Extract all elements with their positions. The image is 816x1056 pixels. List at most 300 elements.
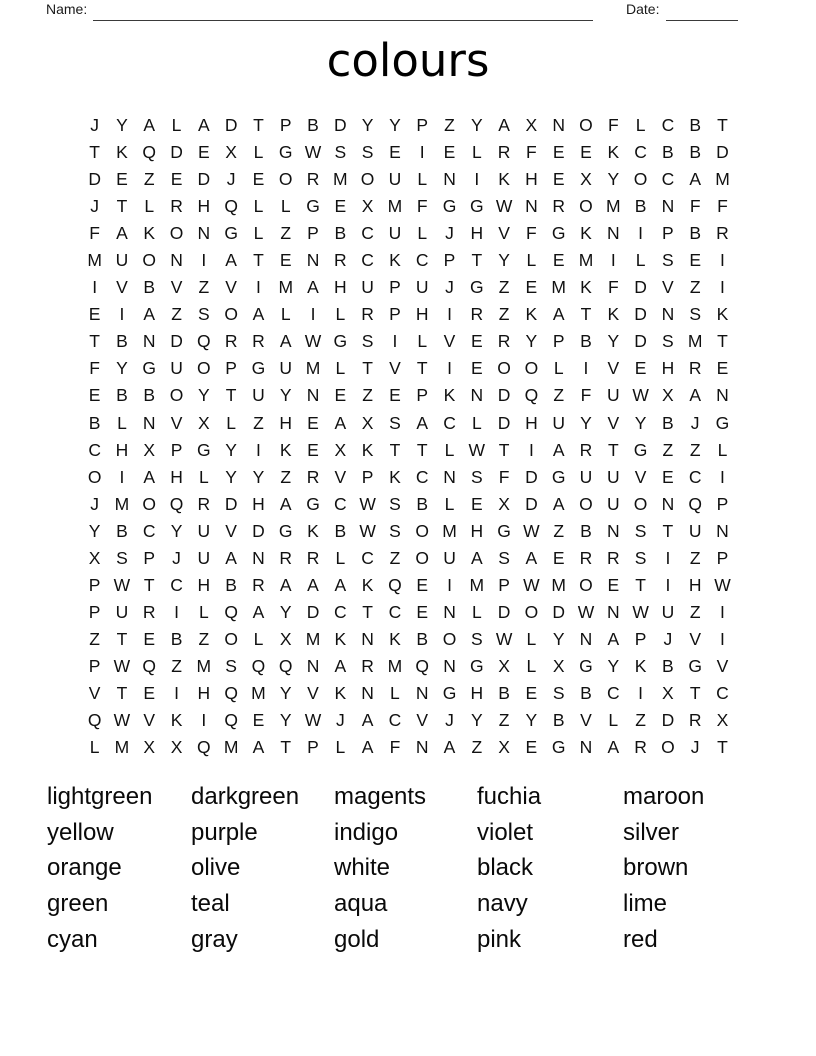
grid-row-5 [81, 220, 736, 247]
grid-cell-r10-c14: I [447, 358, 452, 379]
grid-row-7 [81, 274, 736, 301]
grid-cell-r1-c17: X [525, 115, 538, 136]
grid-cell-r16-c1: Y [88, 520, 101, 541]
word-bank-item-violet: violet [477, 818, 534, 846]
grid-cell-r15-c4: Q [169, 493, 184, 514]
grid-cell-r22-c23: T [689, 683, 701, 703]
grid-cell-r23-c8: Y [279, 710, 292, 731]
grid-cell-r24-c23: J [690, 737, 700, 758]
grid-cell-r20-c21: P [634, 628, 647, 649]
grid-cell-r13-c2: H [115, 439, 129, 460]
grid-cell-r20-c7: L [253, 628, 264, 649]
grid-cell-r9-c13: L [417, 331, 428, 352]
grid-cell-r17-c8: R [279, 547, 293, 568]
grid-cell-r23-c6: Q [224, 710, 238, 731]
grid-cell-r5-c1: F [89, 223, 100, 244]
grid-cell-r9-c6: R [224, 331, 238, 352]
grid-cell-r2-c9: W [304, 142, 322, 163]
grid-cell-r2-c11: S [361, 142, 374, 163]
grid-cell-r2-c20: K [607, 142, 620, 163]
grid-cell-r4-c15: G [469, 196, 484, 217]
grid-cell-r14-c18: G [551, 466, 566, 487]
grid-cell-r18-c20: E [607, 574, 620, 595]
grid-cell-r17-c4: J [172, 547, 181, 568]
grid-cell-r16-c8: G [278, 520, 293, 541]
grid-cell-r1-c4: L [171, 115, 182, 136]
grid-cell-r21-c18: X [552, 655, 565, 676]
grid-cell-r12-c2: L [117, 412, 127, 433]
grid-cell-r13-c18: A [552, 439, 565, 460]
grid-cell-r6-c12: K [389, 250, 401, 271]
grid-cell-r7-c9: A [307, 277, 319, 298]
grid-cell-r2-c6: X [225, 142, 237, 163]
grid-cell-r5-c3: K [143, 223, 156, 244]
grid-cell-r6-c13: C [415, 250, 429, 271]
grid-cell-r12-c17: H [525, 412, 538, 433]
grid-cell-r3-c2: E [116, 169, 128, 190]
grid-cell-r22-c9: V [307, 683, 319, 703]
grid-cell-r4-c8: L [280, 196, 291, 217]
grid-cell-r6-c10: R [334, 250, 347, 271]
grid-cell-r18-c4: C [170, 574, 183, 595]
grid-cell-r20-c13: B [416, 628, 429, 649]
grid-cell-r10-c13: T [416, 358, 428, 379]
grid-cell-r24-c4: X [170, 737, 183, 758]
grid-cell-r16-c4: Y [170, 520, 183, 541]
grid-cell-r22-c11: N [361, 683, 374, 703]
grid-cell-r8-c10: L [335, 304, 346, 325]
grid-cell-r4-c12: M [387, 196, 403, 217]
grid-cell-r23-c15: Y [470, 710, 483, 731]
grid-cell-r12-c15: L [471, 412, 482, 433]
grid-cell-r17-c20: R [606, 547, 620, 568]
grid-cell-r3-c22: C [661, 169, 675, 190]
grid-row-17 [81, 545, 736, 572]
word-bank-item-magents: magents [334, 782, 427, 810]
grid-cell-r6-c17: L [526, 250, 537, 271]
grid-cell-r2-c13: I [419, 142, 425, 163]
grid-cell-r16-c6: V [225, 520, 237, 541]
grid-cell-r8-c15: R [470, 304, 484, 325]
grid-cell-r16-c18: Z [553, 520, 565, 541]
grid-cell-r15-c24: P [716, 493, 729, 514]
grid-cell-r15-c15: E [470, 493, 483, 514]
grid-cell-r4-c17: N [525, 196, 538, 217]
grid-cell-r7-c5: Z [198, 277, 210, 298]
grid-cell-r6-c23: E [689, 250, 702, 271]
grid-cell-r9-c19: B [580, 331, 592, 352]
grid-row-18 [81, 572, 736, 599]
grid-cell-r9-c9: W [304, 331, 322, 352]
grid-cell-r2-c7: L [253, 142, 264, 163]
grid-cell-r9-c2: B [116, 331, 128, 352]
grid-cell-r15-c1: J [90, 493, 100, 514]
word-bank-item-lightgreen: lightgreen [47, 782, 153, 810]
grid-cell-r12-c9: E [307, 412, 319, 433]
grid-cell-r24-c9: P [307, 737, 319, 758]
grid-row-12 [81, 410, 736, 437]
grid-cell-r14-c17: D [525, 466, 538, 487]
grid-cell-r21-c13: Q [415, 655, 430, 676]
grid-cell-r6-c14: P [443, 250, 456, 271]
grid-cell-r11-c1: E [88, 385, 101, 406]
grid-cell-r21-c24: V [716, 655, 729, 676]
word-bank-item-pink: pink [477, 925, 522, 953]
grid-cell-r16-c13: O [415, 520, 430, 541]
grid-cell-r3-c9: R [306, 169, 320, 190]
grid-cell-r14-c22: E [662, 466, 674, 487]
grid-cell-r12-c12: S [389, 412, 401, 433]
grid-cell-r17-c24: P [716, 547, 729, 568]
grid-cell-r1-c8: P [279, 115, 292, 136]
grid-cell-r7-c24: I [720, 277, 725, 298]
grid-cell-r5-c15: H [470, 223, 484, 244]
grid-cell-r7-c6: V [225, 277, 237, 298]
word-bank-item-purple: purple [191, 818, 258, 846]
grid-cell-r24-c12: F [389, 737, 401, 758]
grid-row-11 [81, 382, 736, 409]
grid-cell-r7-c3: B [143, 277, 156, 298]
grid-cell-r20-c12: K [389, 628, 401, 649]
grid-cell-r5-c4: O [169, 223, 184, 244]
grid-cell-r21-c5: M [196, 655, 212, 676]
grid-cell-r9-c24: T [717, 331, 728, 352]
word-search-grid [81, 112, 736, 761]
grid-cell-r4-c10: E [334, 196, 347, 217]
grid-cell-r2-c5: E [197, 142, 210, 163]
grid-cell-r3-c6: J [226, 169, 236, 190]
grid-cell-r20-c3: E [143, 628, 156, 649]
grid-cell-r3-c7: E [252, 169, 265, 190]
grid-cell-r11-c21: W [632, 385, 649, 406]
grid-cell-r17-c2: S [116, 547, 128, 568]
grid-cell-r1-c7: T [253, 115, 264, 136]
grid-cell-r18-c11: K [361, 574, 374, 595]
grid-cell-r9-c4: D [170, 331, 183, 352]
grid-cell-r7-c13: U [415, 277, 429, 298]
grid-cell-r2-c24: D [716, 142, 729, 163]
grid-cell-r2-c1: T [89, 142, 100, 163]
grid-cell-r22-c15: H [470, 683, 484, 703]
grid-cell-r14-c1: O [87, 466, 102, 487]
grid-cell-r20-c2: T [116, 628, 128, 649]
grid-cell-r19-c14: N [443, 601, 456, 622]
grid-cell-r13-c15: W [468, 439, 486, 460]
grid-cell-r20-c15: S [470, 628, 483, 649]
grid-cell-r8-c23: S [689, 304, 702, 325]
grid-cell-r20-c9: M [305, 628, 321, 649]
grid-cell-r24-c24: T [717, 737, 728, 758]
grid-cell-r15-c12: S [389, 493, 401, 514]
grid-cell-r8-c11: R [361, 304, 374, 325]
grid-cell-r24-c18: G [551, 737, 566, 758]
grid-cell-r19-c1: P [88, 601, 101, 622]
grid-cell-r21-c12: M [387, 655, 403, 676]
grid-cell-r9-c8: A [279, 331, 292, 352]
grid-cell-r12-c24: G [715, 412, 730, 433]
date-fill-in-line [666, 4, 738, 21]
grid-cell-r14-c2: I [119, 466, 125, 487]
grid-cell-r4-c1: J [90, 196, 100, 217]
grid-cell-r5-c20: N [606, 223, 620, 244]
grid-cell-r11-c19: F [580, 385, 592, 406]
grid-cell-r3-c11: O [360, 169, 375, 190]
grid-cell-r21-c10: A [334, 655, 347, 676]
grid-cell-r21-c23: G [688, 655, 702, 676]
grid-row-3 [81, 166, 736, 193]
grid-cell-r13-c12: T [389, 439, 401, 460]
grid-cell-r11-c15: N [470, 385, 484, 406]
grid-cell-r5-c10: B [334, 223, 347, 244]
grid-cell-r1-c5: A [197, 115, 210, 136]
grid-cell-r12-c4: V [170, 412, 183, 433]
grid-cell-r20-c18: Y [552, 628, 565, 649]
grid-cell-r21-c20: Y [607, 655, 620, 676]
grid-row-6 [81, 247, 736, 274]
grid-cell-r21-c11: R [361, 655, 374, 676]
grid-cell-r3-c1: D [88, 169, 101, 190]
grid-cell-r11-c23: A [689, 385, 702, 406]
grid-cell-r20-c11: N [361, 628, 374, 649]
grid-cell-r17-c23: Z [689, 547, 701, 568]
grid-cell-r11-c4: O [169, 385, 184, 406]
grid-cell-r5-c13: L [417, 223, 428, 244]
grid-cell-r5-c18: G [551, 223, 566, 244]
grid-cell-r19-c2: U [115, 601, 129, 622]
grid-cell-r19-c7: A [252, 601, 265, 622]
grid-cell-r6-c5: I [201, 250, 207, 271]
grid-cell-r12-c10: A [334, 412, 347, 433]
grid-cell-r6-c9: N [306, 250, 320, 271]
grid-cell-r19-c17: O [524, 601, 539, 622]
grid-cell-r7-c10: H [334, 277, 347, 298]
grid-cell-r10-c23: R [688, 358, 702, 379]
grid-cell-r14-c4: H [170, 466, 183, 487]
grid-cell-r24-c6: M [223, 737, 239, 758]
grid-cell-r19-c15: L [471, 601, 482, 622]
grid-cell-r9-c14: V [443, 331, 456, 352]
grid-cell-r1-c12: Y [389, 115, 401, 136]
grid-cell-r5-c9: P [307, 223, 319, 244]
grid-cell-r5-c6: G [224, 223, 238, 244]
grid-cell-r3-c20: Y [607, 169, 620, 190]
grid-cell-r1-c9: B [307, 115, 319, 136]
grid-cell-r16-c23: U [688, 520, 702, 541]
grid-cell-r10-c24: E [716, 358, 729, 379]
grid-cell-r10-c16: O [497, 358, 511, 379]
grid-cell-r15-c5: R [197, 493, 211, 514]
grid-cell-r12-c23: J [690, 412, 700, 433]
grid-cell-r10-c11: T [362, 358, 373, 379]
grid-cell-r15-c11: W [359, 493, 376, 514]
grid-cell-r8-c20: K [607, 304, 620, 325]
grid-cell-r20-c19: N [579, 628, 593, 649]
grid-cell-r12-c18: U [552, 412, 566, 433]
grid-cell-r20-c8: X [279, 628, 292, 649]
grid-cell-r5-c5: N [197, 223, 211, 244]
grid-cell-r12-c20: V [607, 412, 620, 433]
grid-cell-r18-c16: P [498, 574, 510, 595]
grid-cell-r1-c18: N [552, 115, 566, 136]
grid-cell-r16-c12: S [389, 520, 401, 541]
grid-cell-r21-c4: Z [171, 655, 182, 676]
grid-cell-r16-c21: S [634, 520, 647, 541]
grid-cell-r6-c4: N [170, 250, 183, 271]
grid-cell-r23-c22: D [661, 710, 675, 731]
grid-cell-r18-c2: W [113, 574, 131, 595]
grid-cell-r4-c18: R [552, 196, 566, 217]
grid-cell-r10-c4: U [170, 358, 183, 379]
grid-cell-r11-c20: U [606, 385, 620, 406]
grid-cell-r7-c14: J [445, 277, 454, 298]
grid-cell-r14-c5: L [198, 466, 209, 487]
grid-cell-r11-c2: B [116, 385, 128, 406]
grid-cell-r3-c19: X [580, 169, 592, 190]
word-bank-item-green: green [47, 889, 109, 917]
grid-cell-r22-c5: H [197, 683, 211, 703]
grid-cell-r5-c14: J [445, 223, 454, 244]
grid-cell-r24-c14: A [443, 737, 456, 758]
grid-cell-r19-c11: T [362, 601, 373, 622]
grid-cell-r17-c9: R [306, 547, 320, 568]
grid-cell-r10-c7: G [251, 358, 266, 379]
grid-cell-r8-c4: Z [171, 304, 182, 325]
grid-cell-r15-c22: N [661, 493, 675, 514]
grid-cell-r17-c12: Z [389, 547, 401, 568]
grid-cell-r5-c17: F [526, 223, 537, 244]
grid-cell-r13-c8: K [279, 439, 292, 460]
grid-cell-r17-c19: R [579, 547, 593, 568]
grid-cell-r13-c7: I [255, 439, 261, 460]
grid-cell-r3-c21: O [633, 169, 648, 190]
grid-cell-r2-c14: E [443, 142, 456, 163]
grid-cell-r15-c8: A [279, 493, 292, 514]
grid-cell-r18-c23: H [688, 574, 702, 595]
grid-row-15 [81, 491, 736, 518]
grid-cell-r19-c24: I [720, 601, 725, 622]
grid-cell-r12-c7: Z [253, 412, 264, 433]
grid-cell-r21-c21: K [634, 655, 647, 676]
grid-cell-r24-c11: A [361, 737, 374, 758]
grid-cell-r14-c15: S [470, 466, 483, 487]
grid-cell-r14-c12: K [389, 466, 401, 487]
grid-cell-r23-c13: V [416, 710, 429, 731]
grid-cell-r15-c10: C [334, 493, 347, 514]
grid-cell-r2-c18: E [552, 142, 565, 163]
grid-cell-r8-c16: Z [498, 304, 510, 325]
grid-cell-r16-c20: N [606, 520, 620, 541]
grid-cell-r22-c17: E [525, 683, 538, 703]
grid-cell-r10-c1: F [89, 358, 100, 379]
grid-cell-r19-c5: L [198, 601, 209, 622]
grid-cell-r5-c23: B [689, 223, 702, 244]
grid-cell-r19-c18: D [552, 601, 566, 622]
grid-cell-r24-c7: A [252, 737, 265, 758]
grid-cell-r17-c15: A [470, 547, 483, 568]
grid-cell-r19-c12: C [388, 601, 402, 622]
grid-cell-r19-c23: Z [689, 601, 701, 622]
grid-cell-r9-c22: S [662, 331, 674, 352]
grid-cell-r22-c16: B [498, 683, 510, 703]
grid-cell-r1-c13: P [416, 115, 429, 136]
grid-cell-r3-c8: O [278, 169, 293, 190]
grid-cell-r12-c13: A [416, 412, 429, 433]
grid-cell-r19-c8: Y [279, 601, 292, 622]
grid-cell-r17-c3: P [143, 547, 156, 568]
grid-cell-r15-c20: U [606, 493, 620, 514]
grid-cell-r21-c17: L [526, 655, 537, 676]
grid-cell-r6-c6: A [225, 250, 237, 271]
grid-cell-r16-c9: K [307, 520, 319, 541]
grid-cell-r5-c24: R [716, 223, 729, 244]
grid-cell-r8-c8: L [280, 304, 291, 325]
grid-cell-r10-c10: L [335, 358, 346, 379]
grid-cell-r14-c7: Y [252, 466, 265, 487]
grid-cell-r12-c22: B [662, 412, 674, 433]
grid-row-24 [81, 734, 736, 761]
grid-cell-r1-c2: Y [116, 115, 128, 136]
grid-cell-r10-c8: U [279, 358, 293, 379]
grid-cell-r14-c21: V [634, 466, 647, 487]
grid-cell-r11-c3: B [143, 385, 156, 406]
grid-cell-r20-c1: Z [89, 628, 100, 649]
grid-cell-r18-c10: A [334, 574, 347, 595]
grid-row-23 [81, 707, 736, 734]
grid-cell-r8-c18: A [552, 304, 565, 325]
grid-cell-r4-c24: F [717, 196, 728, 217]
grid-cell-r8-c13: H [415, 304, 429, 325]
grid-cell-r18-c12: Q [388, 574, 402, 595]
grid-cell-r8-c1: E [88, 304, 101, 325]
grid-cell-r18-c8: A [279, 574, 292, 595]
grid-cell-r3-c16: K [498, 169, 510, 190]
grid-cell-r14-c14: N [443, 466, 456, 487]
grid-cell-r10-c17: O [524, 358, 539, 379]
grid-cell-r11-c14: K [443, 385, 456, 406]
grid-cell-r24-c15: Z [471, 737, 483, 758]
grid-cell-r14-c6: Y [225, 466, 237, 487]
grid-cell-r21-c9: N [306, 655, 320, 676]
grid-cell-r13-c10: X [334, 439, 347, 460]
grid-row-21 [81, 653, 736, 680]
grid-cell-r24-c21: R [634, 737, 647, 758]
grid-cell-r3-c13: L [417, 169, 428, 190]
grid-cell-r22-c4: I [174, 683, 179, 703]
grid-cell-r4-c5: H [197, 196, 211, 217]
grid-cell-r14-c3: A [143, 466, 156, 487]
grid-cell-r10-c20: V [607, 358, 620, 379]
grid-cell-r17-c18: E [552, 547, 565, 568]
grid-cell-r19-c4: I [174, 601, 179, 622]
grid-cell-r16-c22: T [662, 520, 674, 541]
grid-cell-r23-c3: V [143, 710, 156, 731]
grid-cell-r13-c14: L [444, 439, 455, 460]
word-bank-item-aqua: aqua [334, 889, 388, 917]
grid-cell-r22-c7: M [251, 683, 266, 703]
grid-cell-r8-c19: T [580, 304, 592, 325]
grid-cell-r19-c13: E [416, 601, 429, 622]
grid-cell-r11-c5: Y [197, 385, 210, 406]
grid-cell-r21-c19: G [579, 655, 593, 676]
grid-cell-r6-c21: L [635, 250, 646, 271]
grid-cell-r15-c19: O [579, 493, 593, 514]
grid-cell-r15-c21: O [633, 493, 648, 514]
grid-cell-r7-c4: V [170, 277, 183, 298]
grid-cell-r5-c22: P [662, 223, 674, 244]
grid-cell-r19-c6: Q [224, 601, 238, 622]
grid-cell-r10-c12: V [389, 358, 401, 379]
grid-cell-r10-c21: E [634, 358, 647, 379]
